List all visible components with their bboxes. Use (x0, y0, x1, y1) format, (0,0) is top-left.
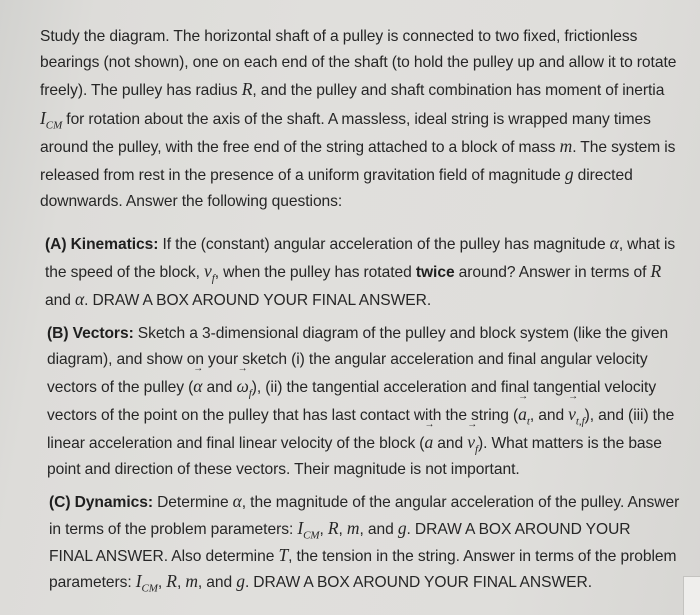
text-line (45, 230, 675, 258)
math-sub-cm: CM (303, 529, 320, 542)
math-sub-f: f (474, 443, 478, 456)
math-m: m (185, 571, 198, 592)
text-line (49, 569, 679, 596)
text-line (47, 429, 674, 457)
math-sub-cm: CM (45, 119, 63, 132)
text: for rotation about the axis of the shaft. A massless, ideal string is wrapped many times (66, 110, 651, 128)
part-c-heading: (C) Dynamics: (49, 494, 153, 511)
math-I: I (135, 571, 142, 592)
vector-v-tf (568, 404, 585, 428)
text: bearings (not shown), one on each end of the shaft (to hold the pulley up and allow it to rotate (40, 54, 677, 72)
text-line (40, 161, 676, 189)
text-line (40, 133, 676, 161)
emphasis-twice: twice (415, 264, 455, 281)
text-line (47, 347, 674, 373)
text-line (40, 189, 676, 215)
text: diagram), and show on your sketch (i) the angular acceleration and final angular velocity (47, 351, 648, 369)
intro-paragraph (40, 24, 676, 215)
text: and (433, 435, 468, 453)
part-a-heading: (A) Kinematics: (45, 236, 159, 253)
text-line (47, 321, 674, 347)
math-m: m (346, 517, 360, 538)
text: , and (197, 574, 237, 592)
vector-v: → v (467, 429, 475, 455)
part-b-heading: (B) Vectors: (47, 325, 134, 342)
text-line (45, 258, 675, 286)
math-g: g (397, 517, 407, 538)
text: . DRAW A BOX AROUND YOUR FINAL ANSWER. (84, 292, 432, 309)
text-line (49, 516, 679, 543)
math-alpha: α (609, 233, 619, 253)
text: , and the pulley and shaft combination has moment of inertia (252, 82, 665, 100)
page-corner-edge (683, 576, 700, 615)
text: and (45, 292, 75, 309)
math-v: v (204, 261, 212, 281)
vector-a-block: → a (424, 429, 433, 455)
text-line (40, 76, 676, 104)
math-I: I (40, 107, 46, 128)
vector-v-f (467, 432, 478, 456)
text: downwards. Answer the following questions: (40, 193, 343, 211)
text: ). What matters is the base (477, 435, 662, 453)
part-c-paragraph (49, 489, 679, 596)
text: , (338, 520, 347, 538)
math-I: I (297, 517, 304, 538)
text: around? Answer in terms of (454, 264, 651, 281)
math-I-cm (135, 571, 158, 595)
vector-a: → a (518, 401, 527, 427)
text: , and (529, 407, 569, 425)
math-I-cm (297, 517, 320, 542)
part-b-paragraph (47, 321, 674, 484)
text-line (49, 543, 679, 570)
text: Study the diagram. The horizontal shaft of a pulley is connected to two fixed, frictionless (40, 28, 638, 45)
math-g: g (236, 571, 245, 592)
text: directed (577, 167, 633, 185)
math-sub-f: f (211, 272, 215, 285)
text: vectors of the pulley ( (47, 379, 194, 397)
vector-v: → v (568, 401, 576, 427)
text: ), (ii) the tangential acceleration and final tangential velocity (251, 379, 657, 397)
text: , when the pulley has rotated (214, 264, 416, 281)
text-line (47, 373, 674, 401)
math-sub-tf: t,f (575, 415, 585, 428)
text: in terms of the problem parameters: (49, 520, 298, 538)
vector-omega: → ω (236, 373, 248, 399)
part-a-paragraph (45, 230, 675, 314)
vector-a-t (518, 404, 530, 428)
text: Sketch a 3-dimensional diagram of the pulley and block system (like the given (133, 325, 669, 342)
text-line (40, 105, 676, 133)
text: linear acceleration and final linear velocity of the block ( (47, 435, 425, 453)
text: parameters: (49, 574, 136, 592)
math-g: g (564, 164, 574, 185)
math-R: R (650, 261, 662, 281)
text: FINAL ANSWER. Also determine (49, 547, 279, 565)
math-sub-cm: CM (141, 582, 158, 595)
math-m: m (559, 135, 573, 156)
text: , the magnitude of the angular acceleration of the pulley. Answer (241, 494, 680, 511)
text: the speed of the block, (45, 264, 205, 281)
text: released from rest in the presence of a uniform gravitation field of magnitude (40, 167, 561, 185)
text-line (40, 24, 676, 50)
text: , (319, 520, 328, 538)
text: and (202, 379, 237, 397)
math-alpha: α (74, 289, 85, 309)
text: . DRAW A BOX AROUND YOUR FINAL ANSWER. (244, 574, 592, 592)
math-sub-t: t (526, 415, 530, 428)
text: vectors of the point on the pulley that has last contact with the string ( (47, 407, 519, 425)
text-line (49, 489, 679, 516)
math-I-cm (40, 107, 63, 132)
text-line (47, 401, 674, 429)
math-R: R (166, 571, 177, 592)
text-line (40, 50, 676, 76)
math-v-f (204, 261, 215, 285)
text-line (47, 457, 674, 483)
math-R: R (327, 517, 339, 538)
text: point and direction of these vectors. Their magnitude is not important. (47, 461, 520, 479)
math-T: T (278, 544, 289, 565)
text: , (176, 574, 186, 592)
text: If the (constant) angular acceleration of the pulley has magnitude (158, 236, 610, 253)
text: . DRAW A BOX AROUND YOUR (406, 520, 631, 538)
math-sub-f: f (248, 387, 252, 400)
vector-alpha: → α (193, 373, 202, 399)
text: , and (359, 520, 398, 538)
text: , (157, 574, 167, 592)
text: ), and (iii) the (584, 407, 675, 425)
text: . The system is (572, 138, 676, 156)
math-alpha: α (232, 491, 242, 511)
math-R: R (241, 79, 253, 100)
text: Determine (153, 494, 233, 511)
vector-omega-f (236, 376, 252, 400)
text: around the pulley, with the free end of the string attached to a block of mass (40, 138, 556, 156)
text: , what is (618, 236, 676, 253)
text-line (45, 286, 675, 314)
text: freely). The pulley has radius (40, 82, 238, 100)
text: , the tension in the string. Answer in terms of the problem (288, 547, 677, 565)
